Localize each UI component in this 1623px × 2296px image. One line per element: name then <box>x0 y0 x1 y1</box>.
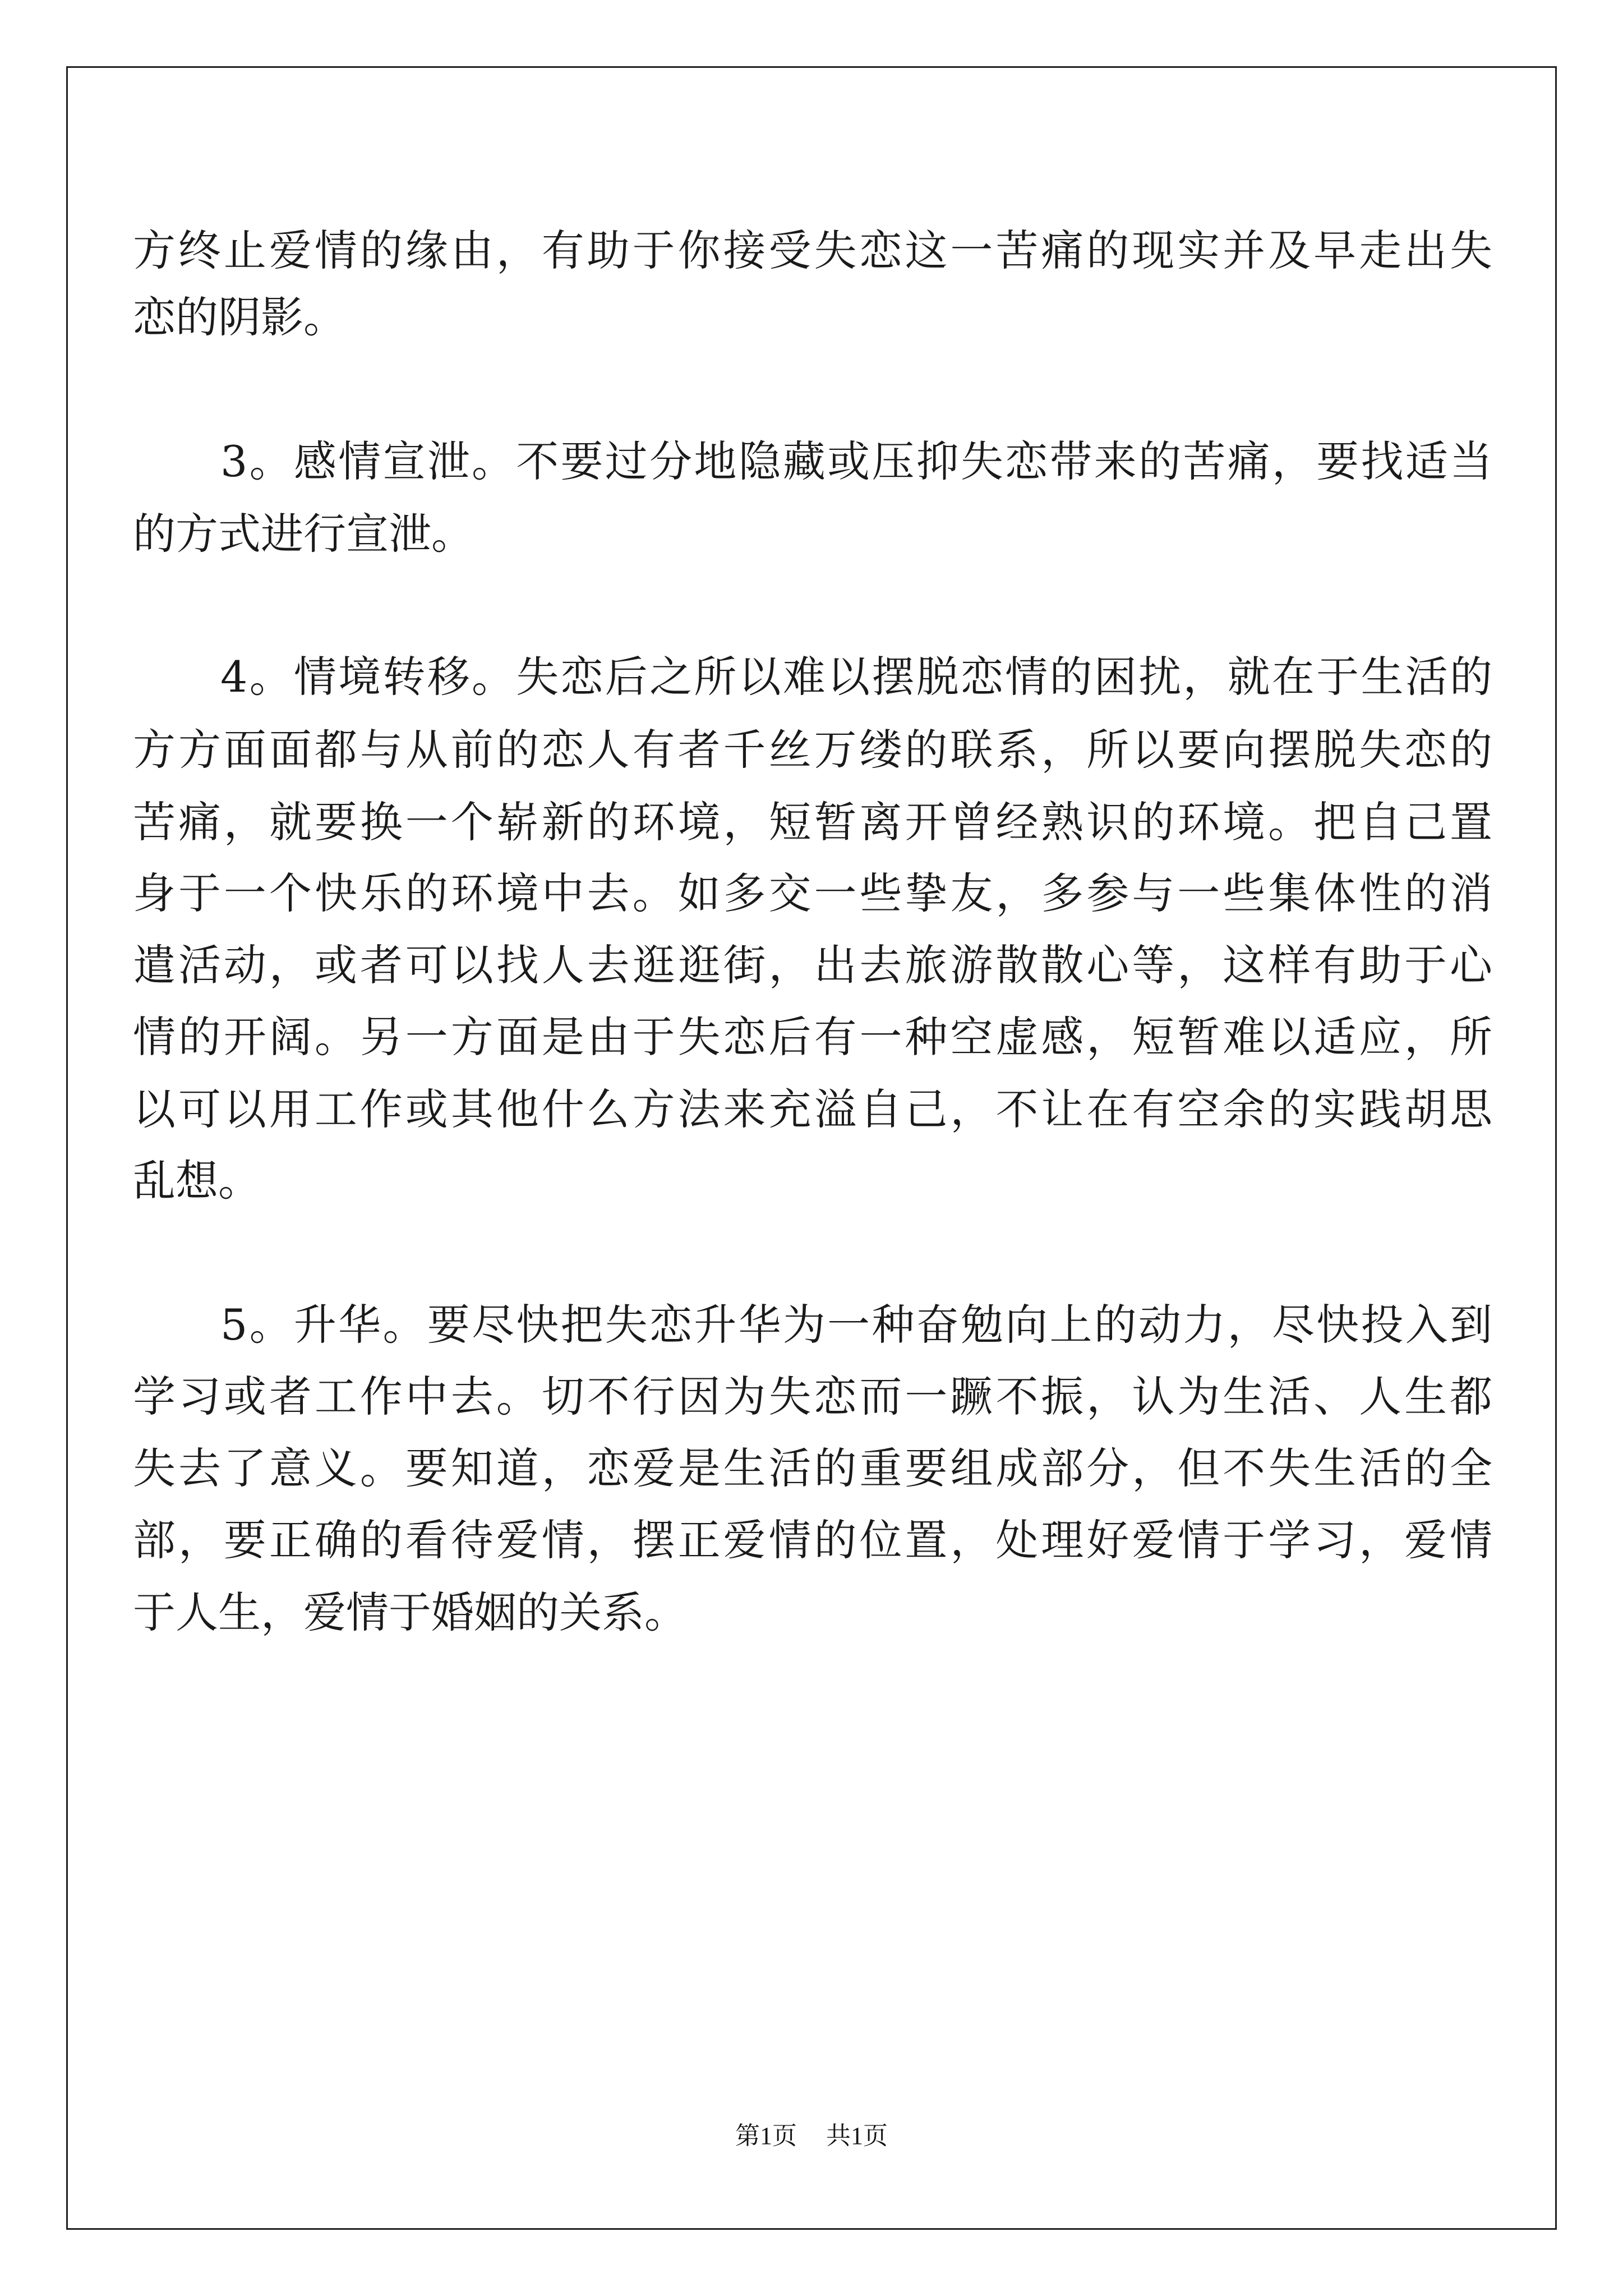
paragraph-5-first-line: 5。升华。要尽快把失恋升华为一种奋勉向上的动力，尽快投入到 <box>220 1300 1492 1350</box>
text-line: 身于一个快乐的环境中去。如多交一些挚友，多参与一些集体性的消 <box>133 868 1492 918</box>
text-line: 失去了意义。要知道，恋爱是生活的重要组成部分，但不失生活的全 <box>133 1443 1492 1493</box>
text-line: 恋的阴影。 <box>133 292 346 342</box>
text-line: 遣活动，或者可以找人去逛逛街，出去旅游散散心等，这样有助于心 <box>133 940 1492 990</box>
page-footer <box>0 2119 1623 2153</box>
text-line: 方方面面都与从前的恋人有者千丝万缕的联系，所以要向摆脱失恋的 <box>133 725 1492 775</box>
paragraph-3-first-line: 3。感情宣泄。不要过分地隐藏或压抑失恋带来的苦痛，要找适当 <box>220 436 1492 486</box>
text-line: 情的开阔。另一方面是由于失恋后有一种空虚感，短暂难以适应，所 <box>133 1012 1492 1062</box>
page-number: 第1页 <box>735 2122 797 2150</box>
paragraph-4-first-line: 4。情境转移。失恋后之所以难以摆脱恋情的困扰，就在于生活的 <box>220 652 1492 702</box>
text-line: 以可以用工作或其他什么方法来充溢自己，不让在有空余的实践胡思 <box>133 1084 1492 1134</box>
text-line: 方终止爱情的缘由，有助于你接受失恋这一苦痛的现实并及早走出失 <box>133 226 1492 275</box>
text-line: 于人生，爱情于婚姻的关系。 <box>133 1588 687 1637</box>
text-line: 学习或者工作中去。切不行因为失恋而一蹶不振，认为生活、人生都 <box>133 1372 1492 1421</box>
page-total: 共1页 <box>826 2122 888 2150</box>
text-line: 苦痛，就要换一个崭新的环境，短暂离开曾经熟识的环境。把自己置 <box>133 797 1492 847</box>
text-line: 的方式进行宣泄。 <box>133 509 474 559</box>
text-line: 部，要正确的看待爱情，摆正爱情的位置，处理好爱情于学习，爱情 <box>133 1515 1492 1565</box>
text-line: 乱想。 <box>133 1156 261 1205</box>
